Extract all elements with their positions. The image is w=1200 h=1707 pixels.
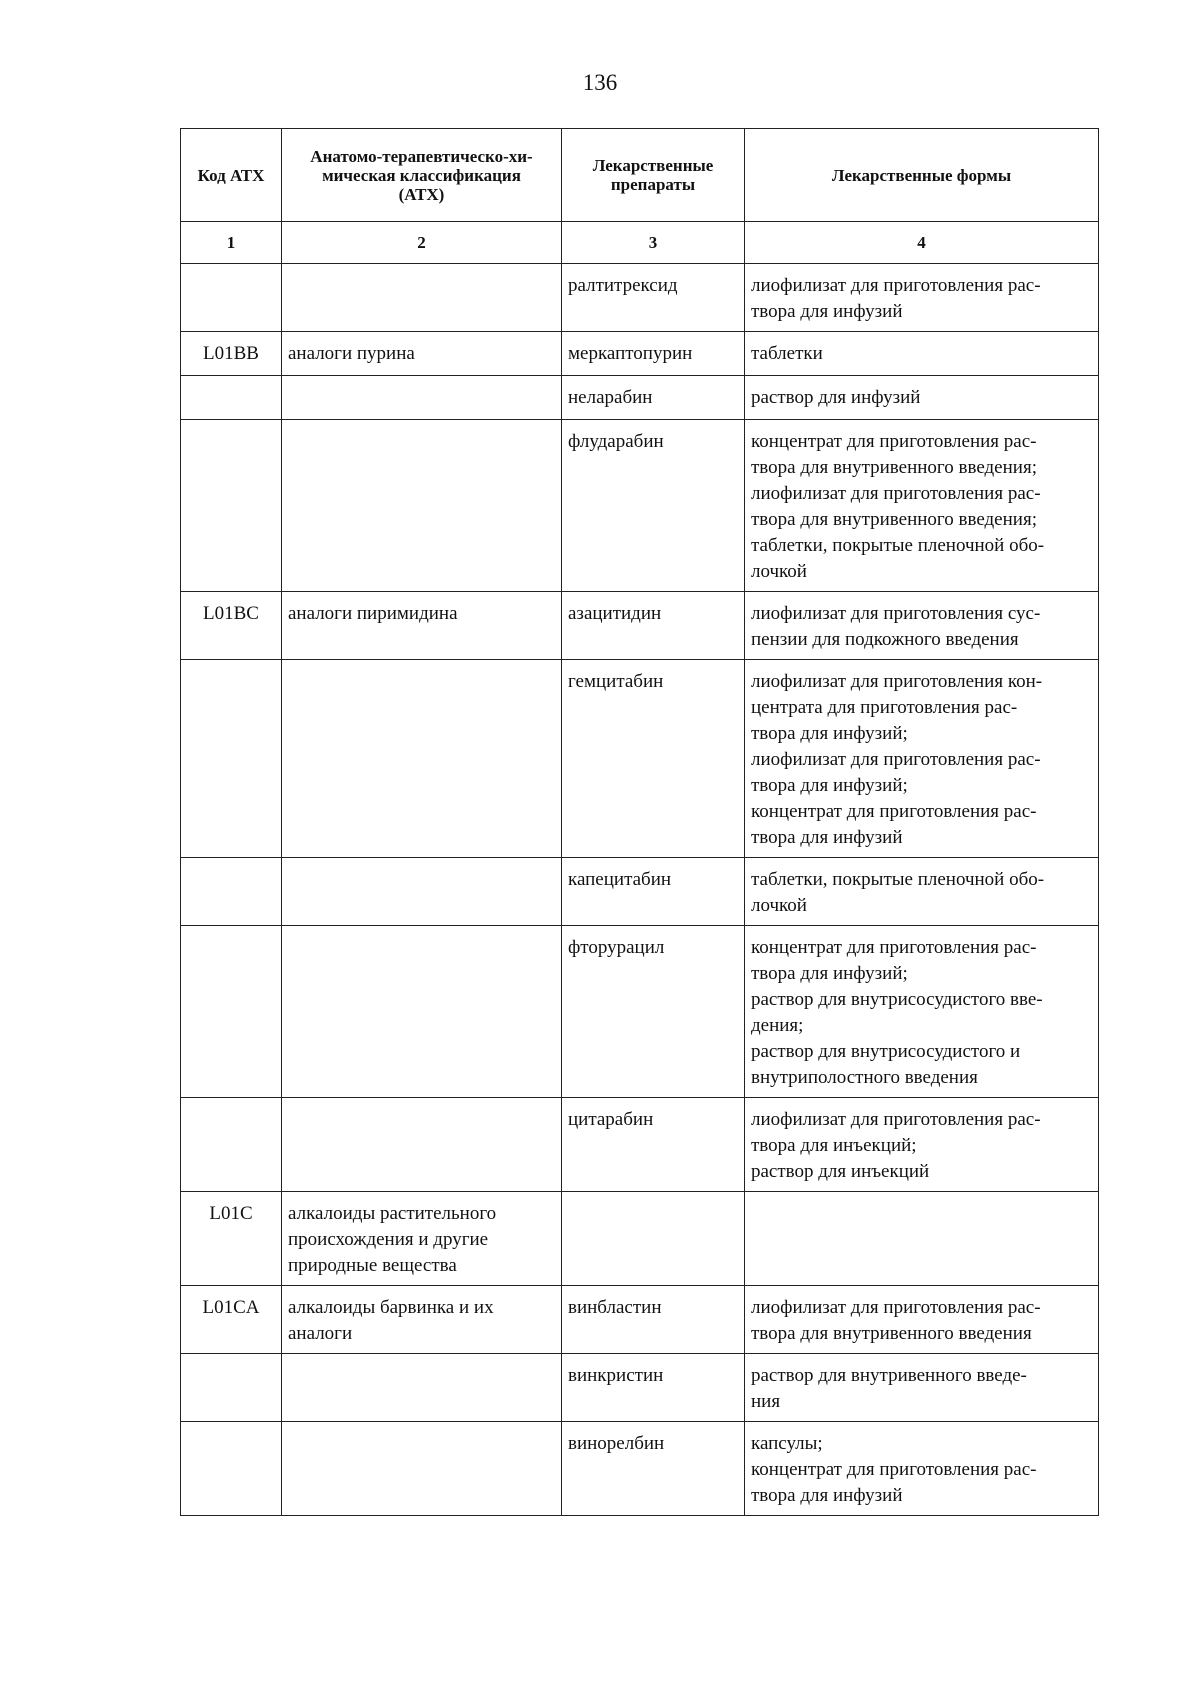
atc-code-cell: [181, 926, 282, 1098]
header-drugs: Лекарственные препараты: [562, 129, 745, 222]
dosage-forms-cell: лиофилизат для приготовления рас- твора для инъекций; раствор для инъекций: [745, 1098, 1099, 1192]
atc-code-cell: [181, 376, 282, 420]
classification-cell: [282, 420, 562, 592]
dosage-forms-cell: [745, 1192, 1099, 1286]
classification-cell: [282, 264, 562, 332]
atc-code-cell: L01C: [181, 1192, 282, 1286]
column-number: 2: [282, 222, 562, 264]
dosage-forms-cell: концентрат для приготовления рас- твора для инфузий; раствор для внутрисосудистого вве- дения; раствор для внутрисосудистого и внутриполостного введения: [745, 926, 1099, 1098]
table-row: [181, 1354, 1099, 1422]
table-row: [181, 592, 1099, 660]
drug-name-cell: ралтитрексид: [562, 264, 745, 332]
atc-drug-table: [180, 128, 1099, 1516]
table-row: [181, 1286, 1099, 1354]
table-row: [181, 1422, 1099, 1516]
drug-name-cell: фторурацил: [562, 926, 745, 1098]
dosage-forms-cell: лиофилизат для приготовления рас- твора для инфузий: [745, 264, 1099, 332]
drug-name-cell: гемцитабин: [562, 660, 745, 858]
header-atc-code: Код АТХ: [181, 129, 282, 222]
table-header-row: [181, 129, 1099, 222]
classification-cell: [282, 858, 562, 926]
classification-cell: [282, 1354, 562, 1422]
atc-code-cell: [181, 1098, 282, 1192]
classification-cell: [282, 1098, 562, 1192]
dosage-forms-cell: раствор для инфузий: [745, 376, 1099, 420]
drug-name-cell: цитарабин: [562, 1098, 745, 1192]
drug-name-cell: винорелбин: [562, 1422, 745, 1516]
table-row: [181, 1098, 1099, 1192]
column-number: 3: [562, 222, 745, 264]
table-row: [181, 858, 1099, 926]
drug-name-cell: азацитидин: [562, 592, 745, 660]
table-row: [181, 376, 1099, 420]
table-row: [181, 264, 1099, 332]
drug-name-cell: неларабин: [562, 376, 745, 420]
classification-cell: аналоги пурина: [282, 332, 562, 376]
header-dosage-forms: Лекарственные формы: [745, 129, 1099, 222]
column-number: 1: [181, 222, 282, 264]
classification-cell: [282, 376, 562, 420]
table-row: [181, 926, 1099, 1098]
drug-name-cell: флударабин: [562, 420, 745, 592]
classification-cell: [282, 1422, 562, 1516]
atc-code-cell: [181, 858, 282, 926]
drug-name-cell: [562, 1192, 745, 1286]
table-row: [181, 332, 1099, 376]
atc-code-cell: [181, 1422, 282, 1516]
atc-code-cell: [181, 1354, 282, 1422]
dosage-forms-cell: капсулы; концентрат для приготовления рас- твора для инфузий: [745, 1422, 1099, 1516]
dosage-forms-cell: лиофилизат для приготовления рас- твора для внутривенного введения: [745, 1286, 1099, 1354]
table-row: [181, 660, 1099, 858]
header-atc-classification: Анатомо-терапевтическо-хи- мическая классификация (АТХ): [282, 129, 562, 222]
atc-code-cell: L01CA: [181, 1286, 282, 1354]
classification-cell: алкалоиды растительного происхождения и другие природные вещества: [282, 1192, 562, 1286]
dosage-forms-cell: раствор для внутривенного введе- ния: [745, 1354, 1099, 1422]
classification-cell: аналоги пиримидина: [282, 592, 562, 660]
dosage-forms-cell: таблетки, покрытые пленочной обо- лочкой: [745, 858, 1099, 926]
atc-code-cell: [181, 420, 282, 592]
classification-cell: [282, 660, 562, 858]
page-number: 136: [582, 70, 618, 95]
table-row: [181, 420, 1099, 592]
atc-code-cell: L01BB: [181, 332, 282, 376]
column-number-row: [181, 222, 1099, 264]
drug-name-cell: меркаптопурин: [562, 332, 745, 376]
atc-code-cell: [181, 660, 282, 858]
classification-cell: алкалоиды барвинка и их аналоги: [282, 1286, 562, 1354]
atc-code-cell: L01BC: [181, 592, 282, 660]
table-row: [181, 1192, 1099, 1286]
dosage-forms-cell: лиофилизат для приготовления сус- пензии для подкожного введения: [745, 592, 1099, 660]
drug-name-cell: капецитабин: [562, 858, 745, 926]
dosage-forms-cell: концентрат для приготовления рас- твора для внутривенного введения; лиофилизат для приготовления рас- твора для внутривенного введения; таблетки, покрытые пленочной обо- лочкой: [745, 420, 1099, 592]
atc-code-cell: [181, 264, 282, 332]
drug-name-cell: винкристин: [562, 1354, 745, 1422]
column-number: 4: [745, 222, 1099, 264]
drug-name-cell: винбластин: [562, 1286, 745, 1354]
classification-cell: [282, 926, 562, 1098]
dosage-forms-cell: таблетки: [745, 332, 1099, 376]
dosage-forms-cell: лиофилизат для приготовления кон- центрата для приготовления рас- твора для инфузий; лиофилизат для приготовления рас- твора для инфузий; концентрат для приготовления рас- твора для инфузий: [745, 660, 1099, 858]
table-body: [181, 264, 1099, 1516]
